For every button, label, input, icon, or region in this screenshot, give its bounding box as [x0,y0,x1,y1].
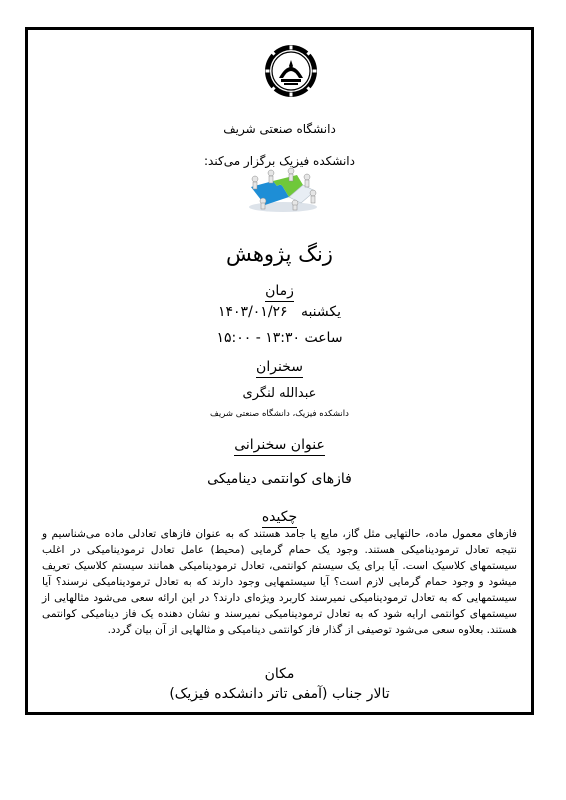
time-heading: زمان [265,283,294,302]
organizer-line: دانشکده فیزیک برگزار می‌کند: [204,154,355,168]
time-date: ۱۴۰۳/۰۱/۲۶ [217,304,288,320]
puzzle-illustration [243,167,323,213]
abstract-text: فازهای معمول ماده، حالتهایی مثل گاز، مایع یا جامد هستند که به عنوان فازهای تعادلی ماده می‌شناسیم و نتیجه تعادل ترمودینامیکی هستند. وجود یک حمام گرمایی (محیط) عامل تعادل ترمودینامیکی در اغلب سیستمهای کلاسیک است. آیا برای یک سیستم کوانتمی، تعادل ترمودینامیکی همانند سیستم کلاسیک تعریف میشود و وجود حمام گرمایی لازم است؟ آیا سیستمهایی وجود دارند که به تعادل ترمودینامیکی نرسند؟ آیا سیستمهایی که به تعادل ترمودینامیکی نمیرسند کاربرد ویژه‌ای دارند؟ در این ارائه سعی می‌شود مثالهایی از سیستمهای کوانتمی ارایه شود که به تعادل ترمودینامیکی نمیرسند و نشان دهنده یک فاز دینامیکی کوانتمی هستند. بعلاوه سعی می‌شود توصیفی از گذار فاز کوانتمی دینامیکی و مثالهایی از آن بیان گردد. [42,528,517,636]
abstract-heading: چکیده [262,509,297,528]
event-title: زنگ پژوهش [226,242,333,266]
poster-frame [25,27,534,715]
time-hours: ساعت ۱۳:۳۰ - ۱۵:۰۰ [216,330,343,346]
speaker-heading: سخنران [256,359,303,378]
speaker-name: عبدالله لنگری [242,386,317,401]
speaker-affiliation: دانشکده فیزیک، دانشگاه صنعتی شریف [210,409,349,419]
university-logo-icon [264,44,318,98]
time-date-line [28,304,531,320]
time-day: یکشنبه [300,304,342,320]
talk-title: فازهای کوانتمی دینامیکی [207,471,352,487]
talk-heading: عنوان سخنرانی [234,437,325,456]
university-name: دانشگاه صنعتی شریف [223,122,336,136]
location-place: تالار جناب (آمفی تاتر دانشکده فیزیک) [169,686,390,702]
location-heading: مکان [264,666,295,682]
